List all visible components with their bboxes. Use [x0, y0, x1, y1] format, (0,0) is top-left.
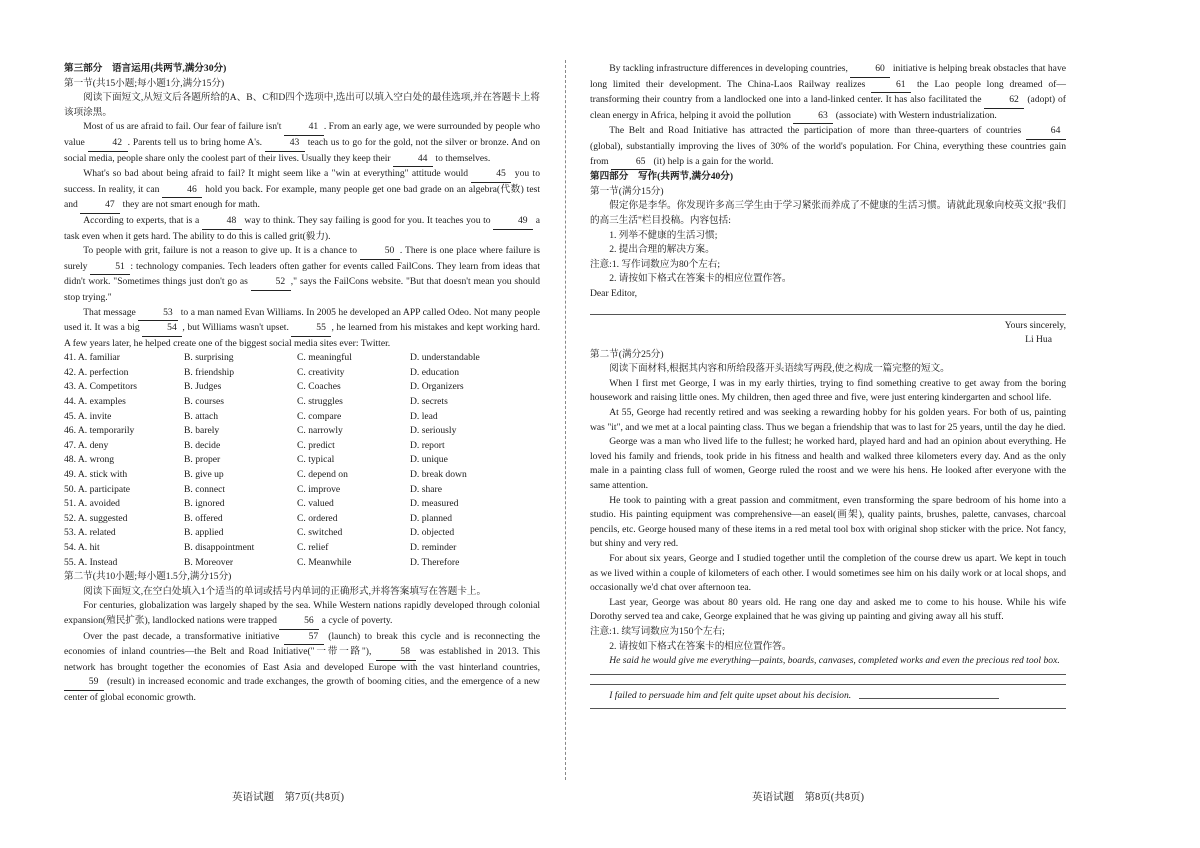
option-choice: 43. A. Competitors	[64, 381, 138, 393]
option-choice: D. Therefore	[410, 556, 460, 568]
para2-start-text: I failed to persuade him and felt quite upset about his decision.	[609, 689, 852, 701]
option-choice: 49. A. stick with	[64, 469, 128, 481]
grammar-paragraph: By tackling infrastructure differences in developing countries, 60 initiative is helping break obstacles that have long limited their development. The China-Laos Railway realizes 61 the Lao people long dreamed of—transforming their country from a landlocked one into a land-linked center. It has also facilitated the 62 (adopt) of clean energy in Africa, helping it avoid the pollution 63 (associate) with Western industrialization.	[590, 62, 1066, 124]
page-divider	[565, 60, 566, 780]
blank-45: 45	[471, 167, 511, 183]
option-row	[64, 497, 540, 512]
cloze-passage	[64, 120, 540, 351]
option-choice: B. Judges	[184, 381, 222, 393]
option-choice: 46. A. temporarily	[64, 425, 135, 437]
option-choice: 44. A. examples	[64, 396, 126, 408]
option-choice: 48. A. wrong	[64, 454, 115, 466]
option-choice: 53. A. related	[64, 527, 116, 539]
answer-line	[590, 302, 1066, 315]
option-row	[64, 468, 540, 483]
letter-signature: Li Hua	[1025, 334, 1052, 346]
option-choice: C. relief	[297, 542, 329, 553]
blank-48: 48	[202, 214, 242, 230]
writing1-prompt: 假定你是李华。你发现许多高三学生由于学习紧张而养成了不健康的生活习惯。请就此现象向校英文报"我们的高三生活"栏目投稿。内容包括:	[590, 200, 1066, 226]
option-choice: D. reminder	[410, 542, 457, 553]
right-page	[590, 62, 1066, 713]
blank-65: 65	[611, 155, 651, 171]
grammar-paragraph: The Belt and Road Initiative has attracted the participation of more than three-quarters of countries 64 (global), substantially improving the lives of 30% of the world's population. For China, everything these countries gain from 65 (it) help is a gain for the world.	[590, 124, 1066, 170]
option-choice: B. applied	[184, 527, 224, 539]
blank-41: 41	[284, 120, 324, 136]
option-choice: B. offered	[184, 512, 223, 524]
option-choice: B. connect	[184, 483, 226, 495]
option-choice: C. improve	[297, 483, 341, 495]
cloze-paragraph: To people with grit, failure is not a reason to give up. It is a chance to 50 . There is one place where failure is surely 51 : technology companies. Tech leaders often gather for events called FailCons. They learn from ideas that didn't work. "Sometimes things just don't go as 52 ," says the FailCons website. "But that doesn't mean you should stop trying."	[64, 245, 540, 303]
option-choice: D. seriously	[410, 425, 457, 437]
blank-43: 43	[265, 136, 305, 152]
blank-58: 58	[376, 645, 416, 661]
option-choice: D. lead	[410, 410, 438, 422]
option-row	[64, 541, 540, 556]
option-choice: D. break down	[410, 469, 467, 481]
writing2-note: 注意:1. 续写词数应为150个左右;	[590, 625, 725, 637]
cloze-options	[64, 351, 540, 570]
story-paragraph: For about six years, George and I studied together until the completion of the course drew us apart. We kept in touch as we lived within a couple of kilometers of each other. I would sometimes see him on his daily work or at local shops, and occasionally we'd chat over afternoon tea.	[590, 553, 1066, 594]
part4-title: 第四部分 写作(共两节,满分40分)	[590, 171, 734, 183]
option-choice: 45. A. invite	[64, 410, 112, 422]
writing2-title: 第二节(满分25分)	[590, 348, 664, 360]
option-choice: B. ignored	[184, 498, 225, 510]
blank-56: 56	[279, 614, 319, 630]
option-choice: C. valued	[297, 498, 334, 510]
option-choice: 54. A. hit	[64, 542, 100, 553]
story-paragraph: At 55, George had recently retired and was seeking a rewarding hobby for his golden years. For both of us, painting was "it", and we met at a local painting class. Thus we began a friendship that was to last for 25 years, until the day he died.	[590, 407, 1066, 433]
writing1-title: 第一节(满分15分)	[590, 185, 664, 197]
blank-44: 44	[393, 152, 433, 168]
blank-59: 59	[64, 675, 104, 691]
option-choice: D. measured	[410, 498, 459, 510]
option-row	[64, 453, 540, 468]
writing1-point: 2. 提出合理的解决方案。	[609, 244, 715, 256]
writing2-note: 2. 请按如下格式在答案卡的相应位置作答。	[609, 640, 792, 652]
option-choice: B. disappointment	[184, 542, 255, 553]
answer-line	[590, 679, 1066, 685]
option-row	[64, 512, 540, 527]
blank-60: 60	[850, 62, 890, 78]
option-choice: 51. A. avoided	[64, 498, 120, 510]
option-row	[64, 366, 540, 381]
option-choice: D. share	[410, 483, 442, 495]
option-choice: B. courses	[184, 396, 224, 408]
blank-54: 54	[142, 321, 182, 337]
blank-46: 46	[162, 183, 202, 199]
cloze-paragraph: Most of us are afraid to fail. Our fear of failure isn't 41 . From an early age, we were surrounded by people who value 42 . Parents tell us to bring home A's. 43 teach us to go for the gold, not the silver or bronze. And on social media, people share only the coolest part of their lives. Usually they keep their 44 to themselves.	[64, 120, 540, 167]
grammar-passage-continued	[590, 62, 1066, 170]
answer-line	[590, 669, 1066, 675]
option-choice: C. switched	[297, 527, 343, 539]
option-choice: C. ordered	[297, 512, 338, 524]
grammar-paragraph: Over the past decade, a transformative initiative 57 (launch) to break this cycle and is reconnecting the economies of inland countries—the Belt and Road Initiative("一带一路"), 58 was established in 2013. This network has brought together the economies of East Asia and developed Europe with the vast hinterland countries, 59 (result) in increased economic and trade exchanges, the growth of booming cities, and the emergence of a new center of global economic growth.	[64, 630, 540, 703]
story-paragraph: Last year, George was about 80 years old. He rang one day and asked me to come to his house. While his wife Dorothy served tea and cake, George explained that he was giving up painting and giving away all his stuff.	[590, 596, 1066, 623]
option-choice: C. meaningful	[297, 352, 352, 364]
option-choice: D. objected	[410, 527, 455, 539]
part3-title: 第三部分 语言运用(共两节,满分30分)	[64, 63, 227, 74]
story-paragraph: George was a man who lived life to the fullest; he worked hard, played hard and had an opinion about everything. He loved his family and friends, took pride in his fitness and health and walked three kilometers every day. And as the only male in a painting class full of women, George ruled the roost and we were his hens. He looked after everyone with the same attention.	[590, 436, 1066, 492]
option-choice: B. surprising	[184, 352, 234, 364]
option-choice: C. predict	[297, 439, 335, 451]
option-choice: 42. A. perfection	[64, 366, 129, 378]
option-row	[64, 424, 540, 439]
option-choice: C. Coaches	[297, 381, 341, 393]
cloze-paragraph: According to experts, that is a 48 way to think. They say failing is good for you. It teaches you to 49 a task even when it gets hard. The ability to do this is called grit(毅力).	[64, 214, 540, 242]
blank-49: 49	[493, 214, 533, 230]
option-choice: D. education	[410, 366, 460, 378]
option-choice: D. planned	[410, 512, 453, 524]
option-choice: B. barely	[184, 425, 220, 437]
option-choice: D. understandable	[410, 352, 480, 364]
blank-61: 61	[871, 78, 911, 94]
option-row	[64, 483, 540, 498]
option-choice: 52. A. suggested	[64, 512, 128, 524]
option-choice: B. decide	[184, 439, 221, 451]
option-choice: D. secrets	[410, 396, 448, 408]
option-choice: C. depend on	[297, 469, 348, 481]
option-choice: 41. A. familiar	[64, 352, 120, 364]
option-row	[64, 439, 540, 454]
section2-instructions: 阅读下面短文,在空白处填入1个适当的单词或括号内单词的正确形式,并将答案填写在答题卡上。	[83, 585, 487, 597]
option-row	[64, 380, 540, 395]
continuation-para2-start	[590, 689, 1066, 704]
section1-instructions: 阅读下面短文,从短文后各题所给的A、B、C和D四个选项中,选出可以填入空白处的最佳选项,并在答题卡上将该项涂黑。	[64, 92, 540, 118]
option-choice: B. proper	[184, 454, 221, 466]
left-page	[64, 62, 540, 706]
option-choice: D. unique	[410, 454, 448, 466]
writing2-instructions: 阅读下面材料,根据其内容和所给段落开头语续写两段,使之构成一篇完整的短文。	[609, 363, 950, 375]
option-choice: C. creativity	[297, 366, 345, 378]
cloze-paragraph: What's so bad about being afraid to fail? It might seem like a "win at everything" attitude would 45 you to success. In reality, it can 46 hold you back. For example, many people get one bad grade on an algebra(代数) test and 47 they are not smart enough for math.	[64, 167, 540, 214]
continuation-para1-start: He said he would give me everything—paints, boards, canvases, completed works and even the precious red tool box.	[609, 655, 1060, 667]
answer-line	[590, 703, 1066, 709]
blank-42: 42	[88, 136, 128, 152]
option-choice: C. struggles	[297, 396, 343, 408]
letter-closing: Yours sincerely,	[1004, 319, 1066, 331]
blank-62: 62	[984, 93, 1024, 109]
option-row	[64, 526, 540, 541]
writing1-note: 2. 请按如下格式在答案卡的相应位置作答。	[609, 273, 792, 285]
option-choice: C. typical	[297, 454, 335, 466]
option-choice: D. report	[410, 439, 445, 451]
option-choice: D. Organizers	[410, 381, 464, 393]
footer-page-7: 英语试题 第7页(共8页)	[232, 792, 344, 803]
option-choice: B. attach	[184, 410, 219, 422]
blank-52: 52	[251, 275, 291, 291]
option-choice: 47. A. deny	[64, 439, 109, 451]
option-choice: 50. A. participate	[64, 483, 131, 495]
letter-salutation: Dear Editor,	[590, 287, 638, 299]
option-row	[64, 351, 540, 366]
answer-line	[859, 698, 999, 699]
story-passage	[590, 377, 1066, 625]
option-choice: B. Moreover	[184, 556, 234, 568]
story-paragraph: He took to painting with a great passion and commitment, even transforming the spare bedroom of his home into a studio. His painting equipment was comprehensive—an easel(画架), quality paints, brushes, palette, canvases, charcoal pencils, etc. George housed many of these items in a red metal tool box with original shop sticker with the price. Not fancy, but shiny and very red.	[590, 494, 1066, 550]
blank-50: 50	[360, 244, 400, 260]
blank-57: 57	[284, 630, 324, 646]
grammar-passage	[64, 599, 540, 705]
blank-51: 51	[90, 260, 130, 276]
writing1-point: 1. 列举不健康的生活习惯;	[609, 229, 718, 241]
blank-53: 53	[138, 306, 178, 322]
section1-title: 第一节(共15小题;每小题1分,满分15分)	[64, 77, 225, 89]
option-choice: C. compare	[297, 410, 342, 422]
blank-55: 55	[291, 321, 331, 337]
footer-page-8: 英语试题 第8页(共8页)	[752, 792, 864, 803]
option-choice: C. Meanwhile	[297, 556, 352, 568]
option-choice: 55. A. Instead	[64, 556, 118, 568]
blank-63: 63	[793, 109, 833, 125]
option-row	[64, 395, 540, 410]
option-row	[64, 410, 540, 425]
option-choice: C. narrowly	[297, 425, 343, 437]
blank-64: 64	[1026, 124, 1066, 140]
option-choice: B. friendship	[184, 366, 235, 378]
option-choice: B. give up	[184, 469, 224, 481]
option-row	[64, 556, 540, 571]
grammar-paragraph: For centuries, globalization was largely shaped by the sea. While Western nations rapidly developed through colonial expansion(殖民扩张), landlocked nations were trapped 56 a cycle of poverty.	[64, 599, 540, 629]
writing1-note: 注意:1. 写作词数应为80个左右;	[590, 258, 721, 270]
cloze-paragraph: That message 53 to a man named Evan Williams. In 2005 he developed an APP called Odeo. Not many people used it. It was a big 54 , but Williams wasn't upset. 55 , he learned from his mistakes and kept working hard. A few years later, he helped create one of the biggest social media sites ever: Twitter.	[64, 306, 540, 349]
blank-47: 47	[80, 198, 120, 214]
section2-title: 第二节(共10小题;每小题1.5分,满分15分)	[64, 571, 232, 583]
story-paragraph: When I first met George, I was in my early thirties, trying to find something creative to get away from the boring housework and raising little ones. My children, then aged three and five, were just entering kindergarten and school life.	[590, 377, 1066, 404]
